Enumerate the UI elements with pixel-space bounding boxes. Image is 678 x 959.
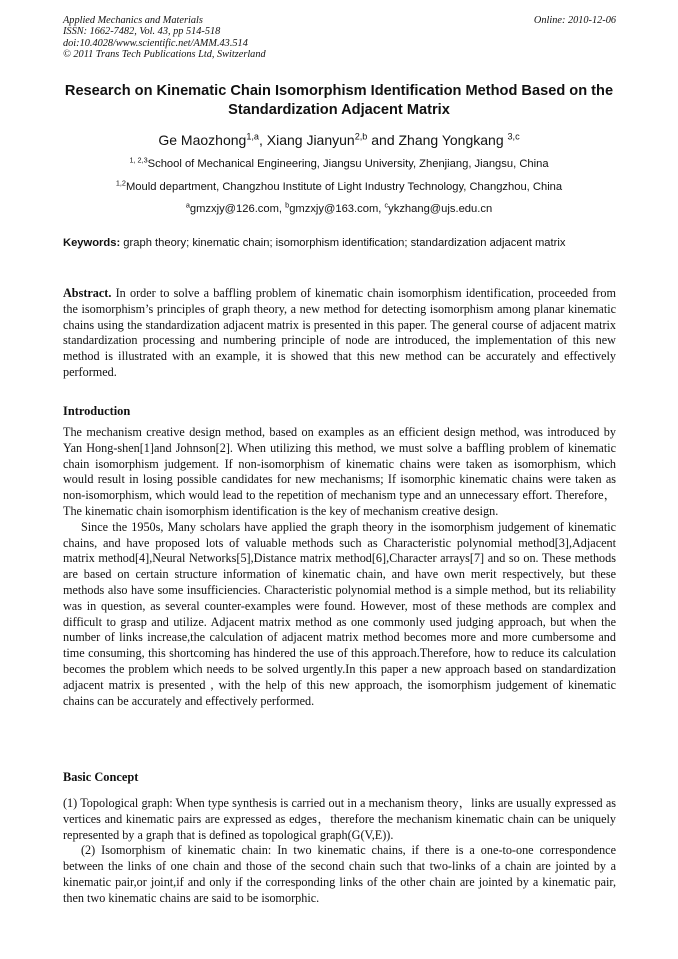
- online-date: Online: 2010-12-06: [533, 15, 616, 26]
- introduction-section: [63, 425, 616, 709]
- author-affiliation-mark: 2,b: [354, 131, 368, 142]
- abstract: [63, 286, 616, 381]
- email-list: [40, 202, 638, 216]
- author-name: Ge Maozhong: [158, 132, 247, 148]
- basic-concept-section: [63, 796, 616, 907]
- keywords: [63, 236, 616, 251]
- introduction-paragraph: Since the 1950s, Many scholars have applied the graph theory in the isomorphism judgement of kinematic chains, and have proposed lots of valuable methods such as Characteristic polynomial method[3],Adjacent matrix method[4],Neural Networks[5],Distance matrix method[6],Character arrays[7] and so on. These methods are based on certain structure information of kinematic chain, and have own merit respectively, but these methods also have some insufficiencies. Characteristic polynomial method is a simple method, but its reliability was in question, as several counter-examples were found. However, most of these methods are complex and difficult to grasp and utilize. Adjacent matrix method as one commonly used judging approach, but when the number of links increase,the calculation of adjacent matrix method becomes more and more cumbersome and time consuming, this shortcoming has hindered the use of this approach.Therefore, how to reduce its calculation becomes the problem which needs to be solved urgently.In this paper a new approach based on standardization adjacent matrix is presented , with the help of this new approach, the isomorphism judgement of kinematic chains can be accurately and effectively performed.: [63, 519, 616, 708]
- affiliation: [40, 157, 638, 171]
- affiliation-text: School of Mechanical Engineering, Jiangsu University, Zhenjiang, Jiangsu, China: [147, 158, 549, 170]
- email-mark: a: [185, 200, 190, 210]
- email-address: gmzxjy@126.com,: [189, 203, 286, 215]
- basic-concept-paragraph: (2) Isomorphism of kinematic chain: In two kinematic chains, if there is a one-to-one correspondence between the links of one chain and those of the second chain such that two-links of a chain are jointed by a kinematic pair,or joint,if and only if the corresponding links of the other chain are jointed by a kinematic pair, then two kinematic chains are said to be isomorphic.: [63, 843, 616, 905]
- abstract-label: Abstract.: [63, 286, 112, 300]
- issn-line: ISSN: 1662-7482, Vol. 43, pp 514-518: [63, 26, 221, 38]
- section-heading-introduction: Introduction: [63, 404, 131, 418]
- introduction-paragraph: The mechanism creative design method, based on examples as an efficient design method, was introduced by Yan Hong-shen[1]and Johnson[2]. When utilizing this method, we must solve a baffling problem of kinematic chain isomorphism judgement. If non-isomorphism of kinematic chains were taken as isomorphism, which would result in losing possible candidates for new mechanisms; If isomorphic kinematic chains were taken as non-isomorphism, which would lead to the repetition of mechanism type and an unnecessary effort. Therefore， The kinematic chain isomorphism identification is the key of mechanism creative design.: [63, 425, 616, 518]
- affiliation-mark: 1, 2,3: [129, 155, 148, 165]
- author-list: [40, 131, 638, 149]
- abstract-paragraph: [63, 286, 616, 381]
- basic-concept-paragraph: (1) Topological graph: When type synthesis is carried out in a mechanism theory，links are usually expressed as vertices and kinematic pairs are expressed as edges，therefore the mechanism kinematic chain can be uniquely represented by a graph that is defined as topological graph(G(V,E)).: [63, 796, 616, 842]
- paper-title: Research on Kinematic Chain Isomorphism Identification Method Based on the Standardization Adjacent Matrix: [64, 83, 614, 118]
- keywords-text: graph theory; kinematic chain; isomorphism identification; standardization adjacent matrix: [120, 237, 566, 249]
- affiliation: [40, 180, 638, 194]
- author-separator: ,: [258, 132, 267, 148]
- author-separator: and: [367, 132, 399, 148]
- copyright-line: © 2011 Trans Tech Publications Ltd, Switzerland: [63, 49, 266, 61]
- section-heading-basic-concept: Basic Concept: [63, 770, 139, 784]
- email-address: gmzxjy@163.com,: [289, 203, 385, 215]
- doi-line: doi:10.4028/www.scientific.net/AMM.43.514: [63, 37, 248, 49]
- abstract-text: In order to solve a baffling problem of kinematic chain isomorphism identification, proceeded from the isomorphism’s principles of graph theory, a new method for detecting isomorphism among planar kinematic chains using the standardization adjacent matrix is presented in this paper. The general course of adjacent matrix standardization processing and numbering principle of node are introduced, the implementation of this new method is illustrated with an example, it is showed that this new method can be accurately and effectively performed.: [63, 286, 616, 379]
- author-name: Xiang Jianyun: [266, 132, 355, 148]
- author-affiliation-mark: 3,c: [507, 131, 520, 142]
- author-affiliation-mark: 1,a: [246, 131, 259, 142]
- keywords-label: Keywords:: [63, 237, 121, 249]
- email-mark: b: [285, 200, 290, 210]
- journal-header: [63, 15, 616, 61]
- author-name: Zhang Yongkang: [398, 132, 504, 148]
- affiliation-text: Mould department, Changzhou Institute of Light Industry Technology, Changzhou, China: [125, 181, 563, 193]
- journal-name: Applied Mechanics and Materials: [63, 15, 203, 26]
- email-address: ykzhang@ujs.edu.cn: [388, 203, 493, 215]
- email-mark: c: [384, 200, 389, 210]
- affiliation-mark: 1,2: [115, 178, 126, 188]
